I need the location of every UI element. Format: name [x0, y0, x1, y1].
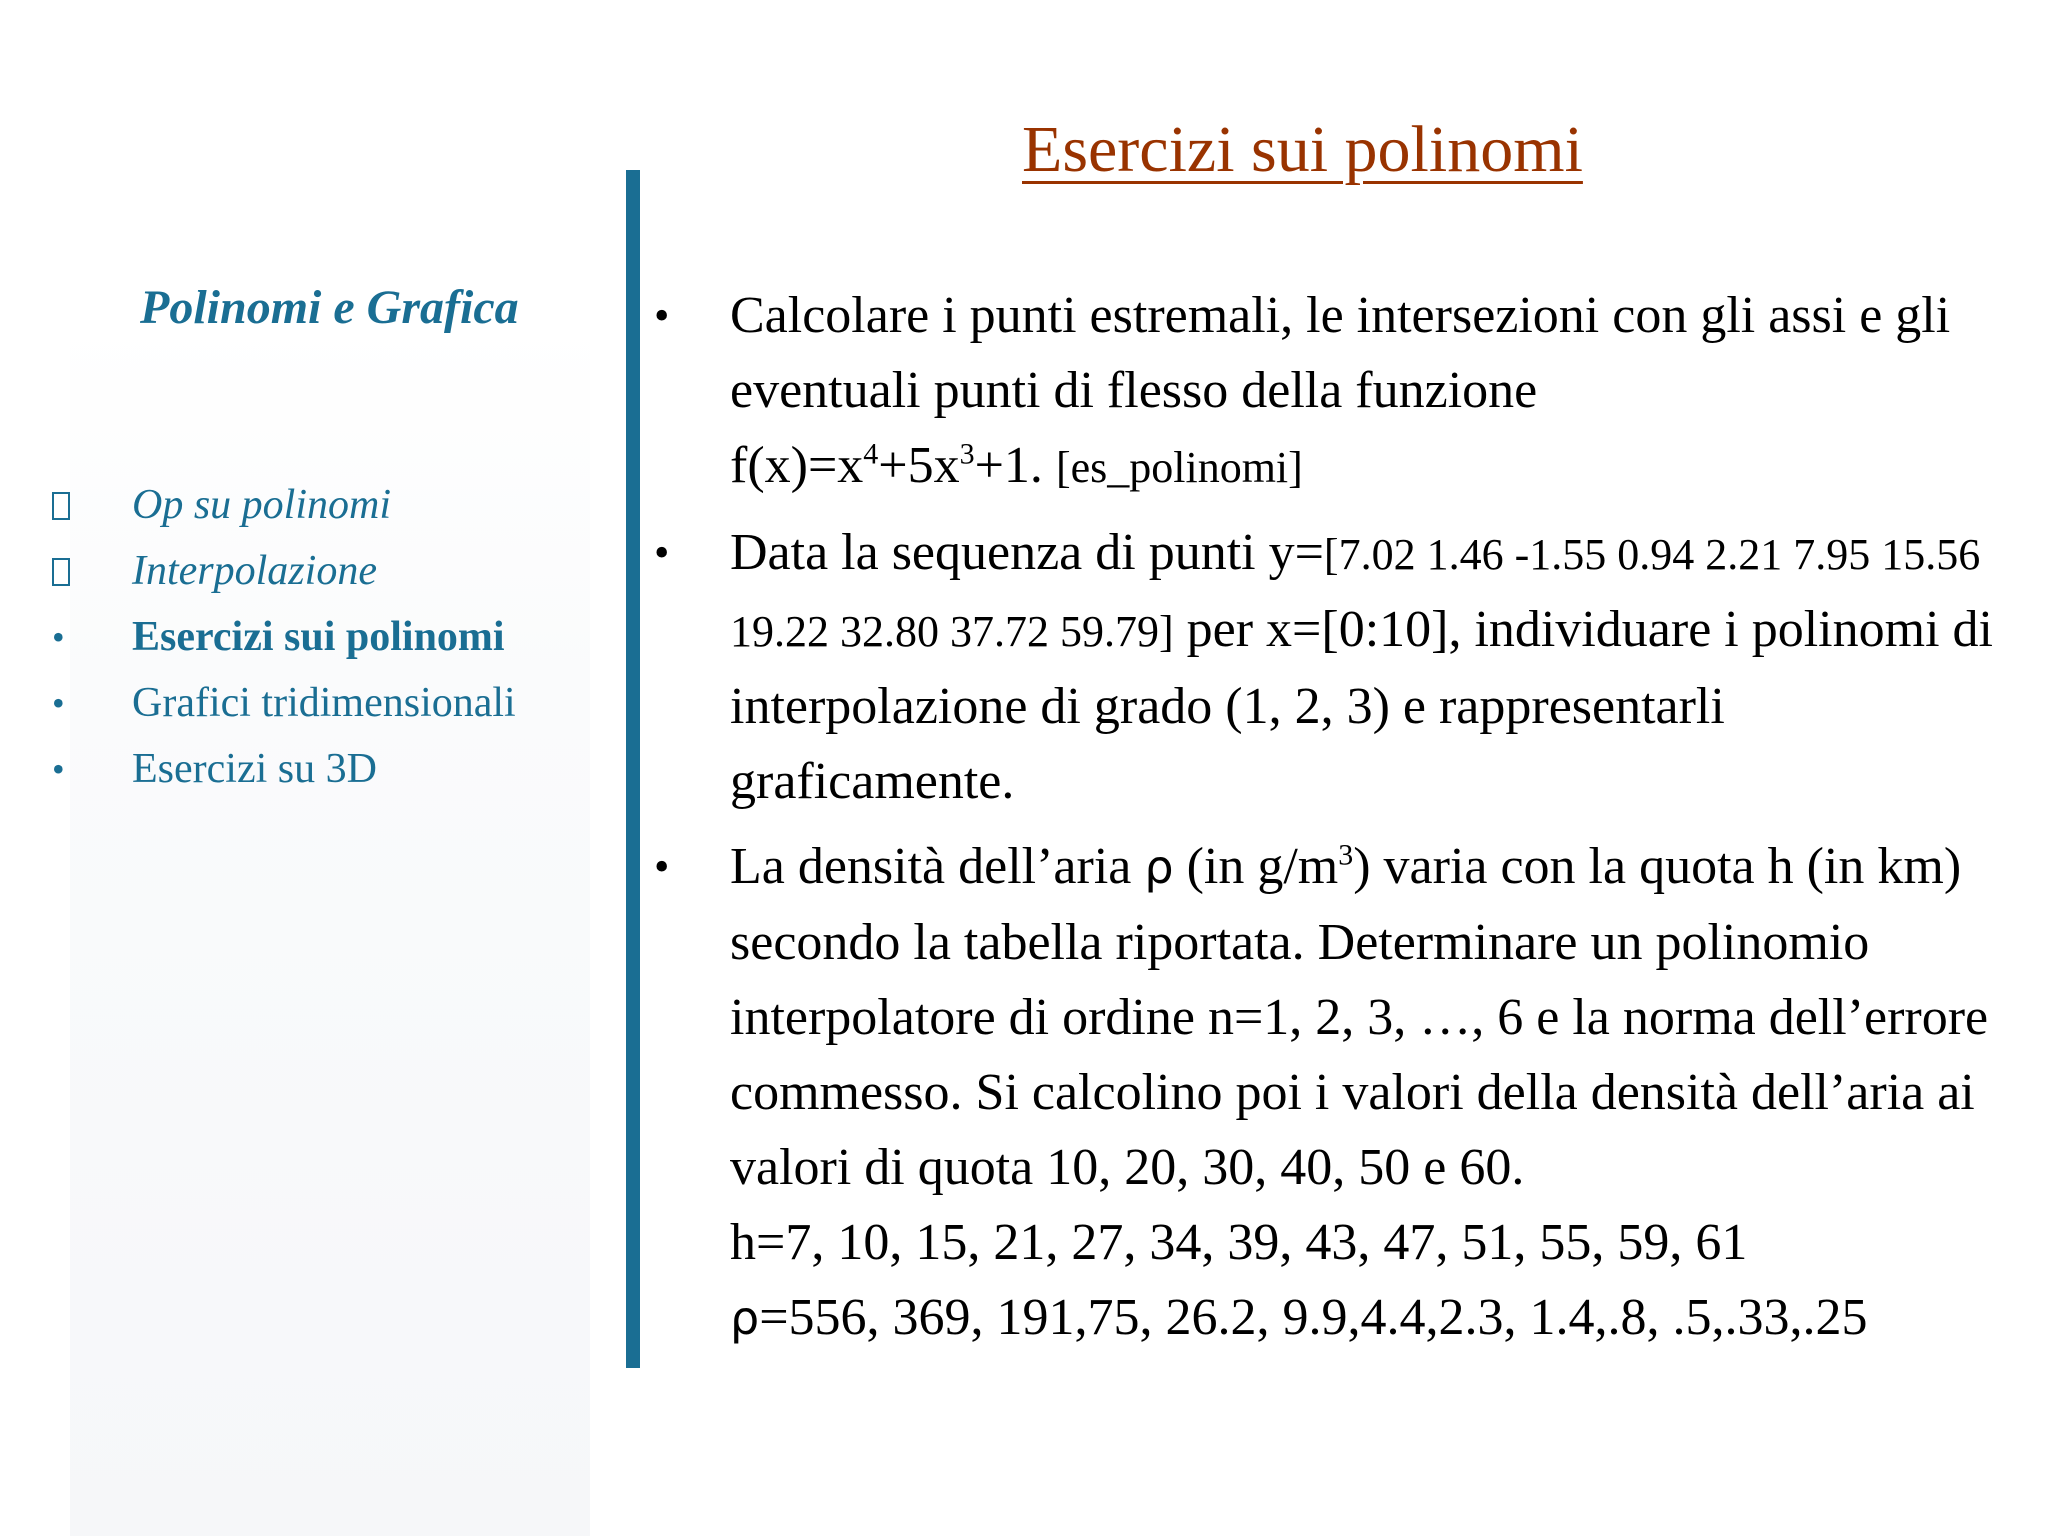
exercise-item [650, 829, 2020, 1356]
bullet-icon: • [52, 617, 65, 657]
exponent: 3 [1338, 838, 1354, 872]
file-reference: [es_polinomi] [1055, 443, 1303, 492]
bullet-icon: • [52, 683, 65, 723]
bullet-icon: • [654, 291, 670, 340]
checkbox-icon [52, 558, 70, 586]
section-heading: Polinomi e Grafica [140, 281, 519, 334]
density-values: =556, 369, 191,75, 26.2, 9.9,4.4,2.3, 1.4,.8, .5,.33,.25 [759, 1289, 1868, 1346]
exercise-item [650, 515, 2020, 819]
vertical-divider [626, 170, 640, 1368]
exercise-text: per x=[0:10], individuare i polinomi di interpolazione di grado (1, 2, 3) e rappresentarli graficamente. [730, 601, 1993, 810]
sidebar-item-label: Interpolazione [132, 548, 377, 594]
rho-symbol: ρ [1144, 840, 1174, 894]
checkbox-icon [52, 492, 70, 520]
exponent: 3 [959, 437, 975, 471]
exercise-lead: Data la sequenza di punti y= [730, 524, 1324, 581]
sidebar-item-label: Esercizi sui polinomi [132, 614, 505, 660]
unit-open: (in g/m [1173, 838, 1339, 895]
exercise-list [650, 278, 2020, 1366]
rho-symbol: ρ [730, 1291, 760, 1345]
exercise-lead: La densità dell’aria [730, 838, 1145, 895]
exponent: 4 [863, 437, 879, 471]
sidebar-item-label: Esercizi su 3D [132, 746, 377, 792]
function-mid: +5x [878, 437, 960, 494]
bullet-icon: • [52, 749, 65, 789]
exercise-item [650, 278, 2020, 505]
bullet-icon: • [654, 842, 670, 891]
slide-title: Esercizi sui polinomi [1022, 113, 1583, 186]
exercise-text: Calcolare i punti estremali, le intersezioni con gli assi e gli eventuali punti di flesso della funzione [730, 287, 1951, 419]
height-values: h=7, 10, 15, 21, 27, 34, 39, 43, 47, 51, 55, 59, 61 [730, 1214, 1748, 1271]
bullet-icon: • [654, 528, 670, 577]
function-prefix: f(x)=x [730, 437, 864, 494]
sidebar-item-label: Op su polinomi [132, 482, 392, 528]
exercise-text: ) varia con la quota h (in km) secondo la tabella riportata. Determinare un polinomio interpolatore di ordine n=1, 2, 3, …, 6 e la norma dell’errore commesso. Si calcolino poi i valori della densità dell’aria ai valori di quota 10, 20, 30, 40, 50 e 60. [730, 838, 1989, 1196]
sidebar-item-label: Grafici tridimensionali [132, 680, 516, 726]
function-end: +1. [974, 437, 1056, 494]
data-values: [7.02 1.46 -1.55 0.94 2.21 7.95 15.56 19.22 32.80 37.72 59.79] [730, 530, 1981, 656]
